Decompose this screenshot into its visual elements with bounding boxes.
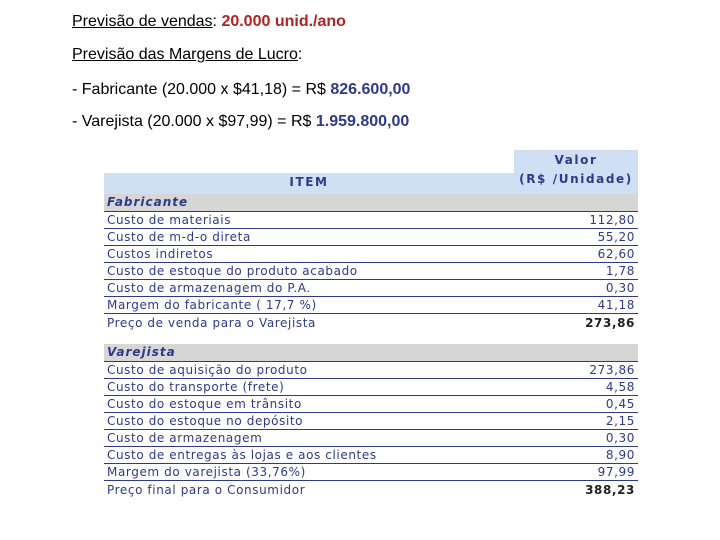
row-item: Margem do varejista (33,76%) (107, 465, 306, 479)
manufacturer-section-title: Fabricante (104, 194, 638, 211)
row-value: 8,90 (605, 448, 635, 462)
row-item: Custo de armazenagem (107, 431, 263, 445)
sales-forecast-value: 20.000 unid./ano (221, 13, 346, 30)
row-item: Custo de aquisição do produto (107, 363, 308, 377)
table-row-total (104, 481, 638, 498)
table-row-total (104, 314, 638, 331)
sales-forecast-colon: : (212, 13, 217, 30)
row-value: 388,23 (585, 482, 635, 497)
margin-forecast-line (72, 45, 302, 65)
table-row (104, 229, 638, 246)
row-item: Custos indiretos (107, 247, 214, 261)
margin-forecast-label: Previsão das Margens de Lucro (72, 46, 298, 63)
row-item: Custo do estoque no depósito (107, 414, 304, 428)
row-item: Custo de m-d-o direta (107, 230, 251, 244)
table-row (104, 413, 638, 430)
table-header (104, 150, 638, 194)
row-value: 0,30 (605, 281, 635, 295)
retailer-rows (104, 361, 638, 498)
row-value: 273,86 (585, 315, 635, 330)
row-value: 97,99 (597, 465, 635, 479)
table-row (104, 212, 638, 229)
table-row (104, 297, 638, 314)
row-item: Custo de entregas às lojas e aos clientes (107, 448, 377, 462)
retailer-margin-value: 1.959.800,00 (315, 113, 410, 130)
cost-table (104, 150, 638, 498)
row-item: Margem do fabricante ( 17,7 %) (107, 298, 317, 312)
manufacturer-margin-line (72, 80, 410, 100)
value-header-line2: (R$ /Unidade) (519, 172, 633, 186)
retailer-margin-line (72, 112, 409, 132)
table-row (104, 447, 638, 464)
section-gap (104, 331, 638, 344)
row-value: 273,86 (589, 363, 635, 377)
item-header: ITEM (289, 175, 329, 189)
retailer-section-title: Varejista (104, 344, 638, 361)
row-value: 2,15 (605, 414, 635, 428)
manufacturer-rows (104, 211, 638, 331)
row-item: Preço final para o Consumidor (107, 482, 306, 497)
row-item: Custo do transporte (frete) (107, 380, 285, 394)
row-value: 1,78 (605, 264, 635, 278)
row-value: 62,60 (597, 247, 635, 261)
table-row (104, 362, 638, 379)
row-item: Custo de materiais (107, 213, 232, 227)
row-value: 4,58 (605, 380, 635, 394)
row-value: 41,18 (597, 298, 635, 312)
table-row (104, 430, 638, 447)
table-row (104, 246, 638, 263)
margin-forecast-colon: : (297, 46, 303, 63)
table-row (104, 280, 638, 297)
row-value: 0,30 (605, 431, 635, 445)
row-value: 112,80 (589, 213, 635, 227)
manufacturer-margin-text: - Fabricante (20.000 x $41,18) = R$ (72, 81, 326, 98)
row-item: Custo de estoque do produto acabado (107, 264, 358, 278)
row-item: Custo de armazenagem do P.A. (107, 281, 311, 295)
row-value: 55,20 (597, 230, 635, 244)
row-item: Custo do estoque em trânsito (107, 397, 302, 411)
value-header-line1: Valor (554, 153, 598, 167)
sales-forecast-label: Previsão de vendas (72, 13, 213, 30)
manufacturer-margin-value: 826.600,00 (330, 81, 411, 98)
table-row (104, 396, 638, 413)
table-row (104, 464, 638, 481)
row-value: 0,45 (605, 397, 635, 411)
row-item: Preço de venda para o Varejista (107, 315, 317, 330)
retailer-margin-text: - Varejista (20.000 x $97,99) = R$ (72, 113, 312, 130)
table-row (104, 379, 638, 396)
table-row (104, 263, 638, 280)
sales-forecast-line (72, 12, 346, 32)
